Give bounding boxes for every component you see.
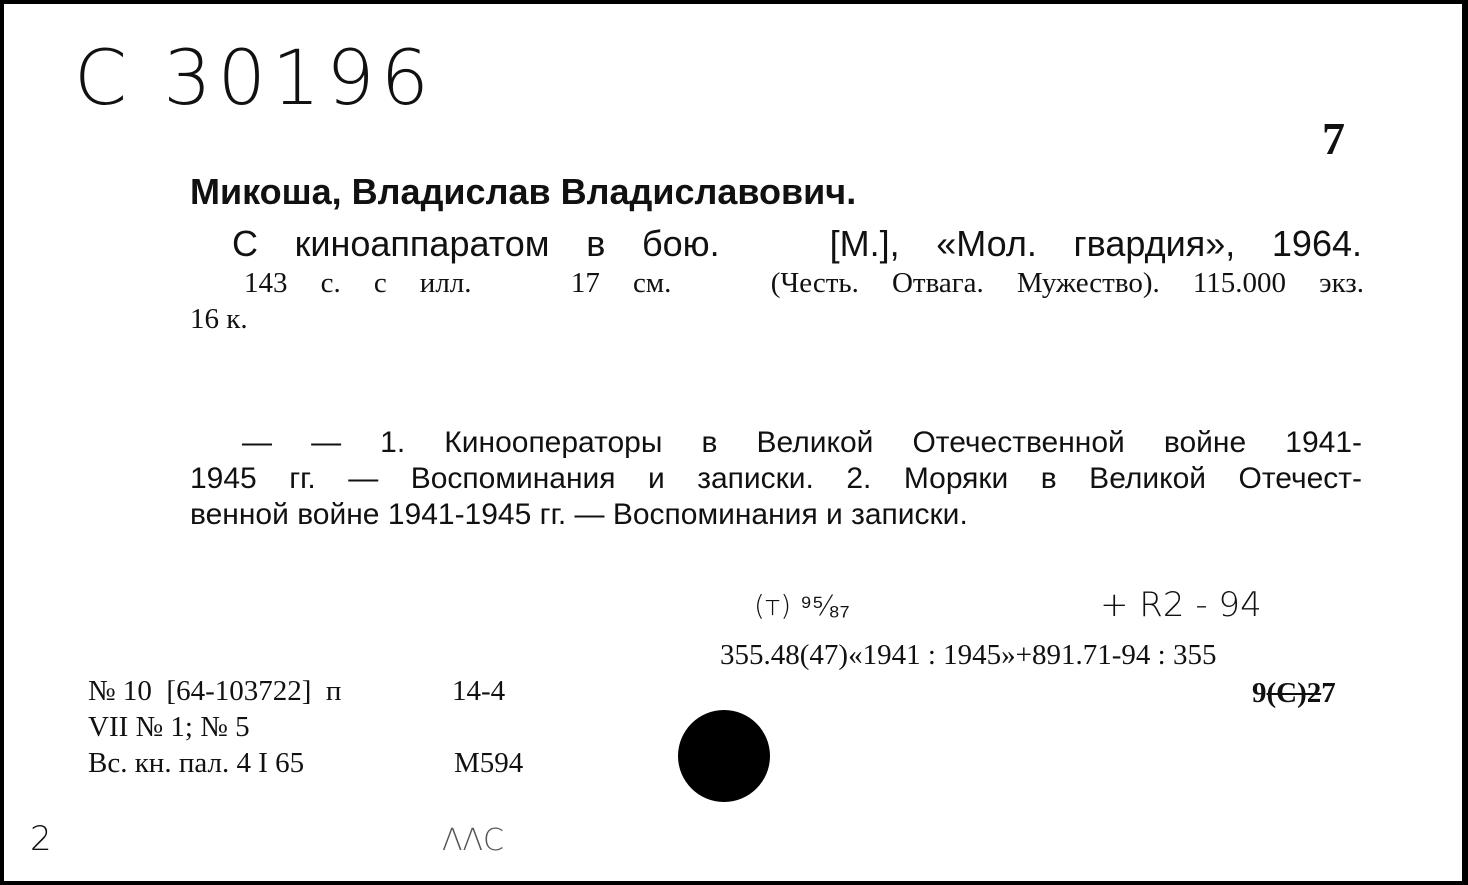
handwritten-top-right-note: + R2 - 94 (1100, 585, 1262, 625)
subject-line-2: 1945 гг. — Воспоминания и записки. 2. Моряки в Великой Отечест- (190, 462, 1362, 495)
punch-hole (678, 710, 770, 802)
classification-index: 355.48(47)«1941 : 1945»+891.71-94 : 355 (720, 639, 1217, 671)
registry-line-3-left: Вс. кн. пал. 4 I 65 (88, 747, 305, 779)
description-line-2: 16 к. (190, 303, 248, 335)
handwritten-top-note: (т) ⁹⁵⁄₈₇ (754, 589, 850, 622)
registry-line-1-left: № 10 [64-103722] п (88, 675, 342, 707)
author-heading: Микоша, Владислав Владиславович. (190, 171, 857, 212)
shelf-code (1252, 678, 1336, 710)
handwritten-bottom-middle: ΛΛC (442, 823, 504, 858)
description-line-1: 143 с. с илл. 17 см. (Честь. Отвага. Мужество). 115.000 экз. (244, 267, 1364, 299)
registry-line-1-right: 14-4 (452, 675, 506, 707)
subject-line-1: — — 1. Кинооператоры в Великой Отечественной войне 1941- (242, 426, 1362, 459)
registry-line-3-right: М594 (454, 747, 524, 779)
title-line: С киноаппаратом в бою. [М.], «Мол. гвардия», 1964. (232, 223, 1362, 264)
handwritten-bottom-left: 2 (30, 819, 52, 859)
shelf-code-suffix: 7 (1321, 677, 1336, 709)
subject-line-3: венной войне 1941-1945 гг. — Воспоминания и записки. (190, 498, 968, 531)
shelf-code-prefix: 9 (1252, 677, 1267, 709)
catalog-card (4, 4, 1462, 881)
card-number: 7 (1322, 113, 1345, 164)
shelf-code-struck: (С)2 (1266, 677, 1322, 709)
registry-line-2: VII № 1; № 5 (88, 711, 250, 743)
call-number: C 30196 (74, 33, 435, 122)
